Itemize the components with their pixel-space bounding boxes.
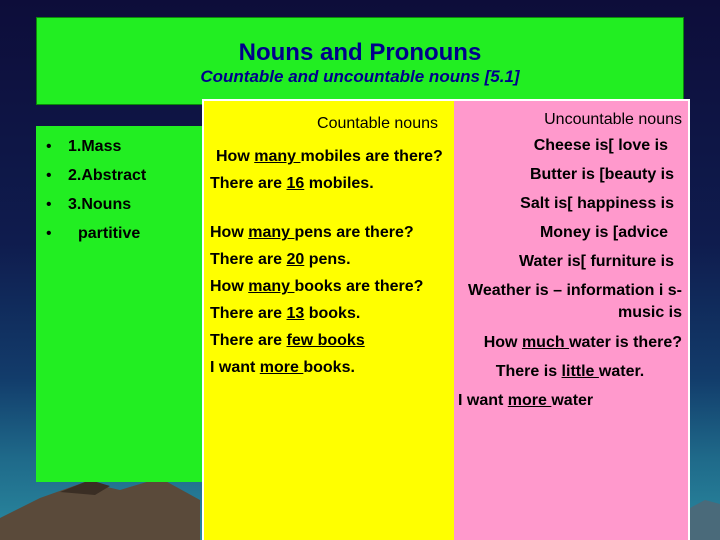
uncountable-line: Water is[ furniture is: [519, 253, 674, 270]
countable-line: There are few books: [210, 332, 365, 349]
title-banner: [36, 17, 684, 105]
list-item: • 3.Nouns: [46, 190, 202, 219]
countable-line: There are 16 mobiles.: [210, 175, 374, 192]
countable-line: How many pens are there?: [210, 224, 414, 241]
countable-heading: Countable nouns: [317, 115, 438, 132]
page-subtitle: Countable and uncountable nouns [5.1]: [200, 67, 520, 86]
uncountable-line: Weather is – information i s- music is: [468, 282, 682, 321]
countable-line: There are 13 books.: [210, 305, 361, 322]
noun-types-list: [36, 132, 202, 248]
uncountable-line: Salt is[ happiness is: [520, 195, 674, 212]
list-item: • partitive: [46, 219, 202, 248]
uncountable-answer: I want more water: [458, 392, 594, 409]
uncountable-line: Butter is [beauty is: [529, 166, 674, 183]
countable-line: How many books are there?: [210, 278, 424, 295]
uncountable-panel: [454, 99, 690, 540]
countable-line: I want more books.: [210, 359, 355, 376]
uncountable-answer: There is little water.: [495, 363, 645, 380]
countable-line: There are 20 pens.: [210, 251, 351, 268]
uncountable-question: How much water is there?: [483, 334, 682, 351]
countable-panel: [202, 99, 454, 540]
countable-line: How many mobiles are there?: [216, 148, 443, 165]
uncountable-line: Money is [advice: [539, 224, 668, 241]
page-title: Nouns and Pronouns: [238, 39, 482, 66]
noun-types-panel: [36, 126, 202, 482]
list-item: • 2.Abstract: [46, 161, 202, 190]
uncountable-line: Cheese is[ love is: [533, 137, 668, 154]
list-item: • 1.Mass: [46, 132, 202, 161]
uncountable-heading: Uncountable nouns: [544, 111, 682, 128]
